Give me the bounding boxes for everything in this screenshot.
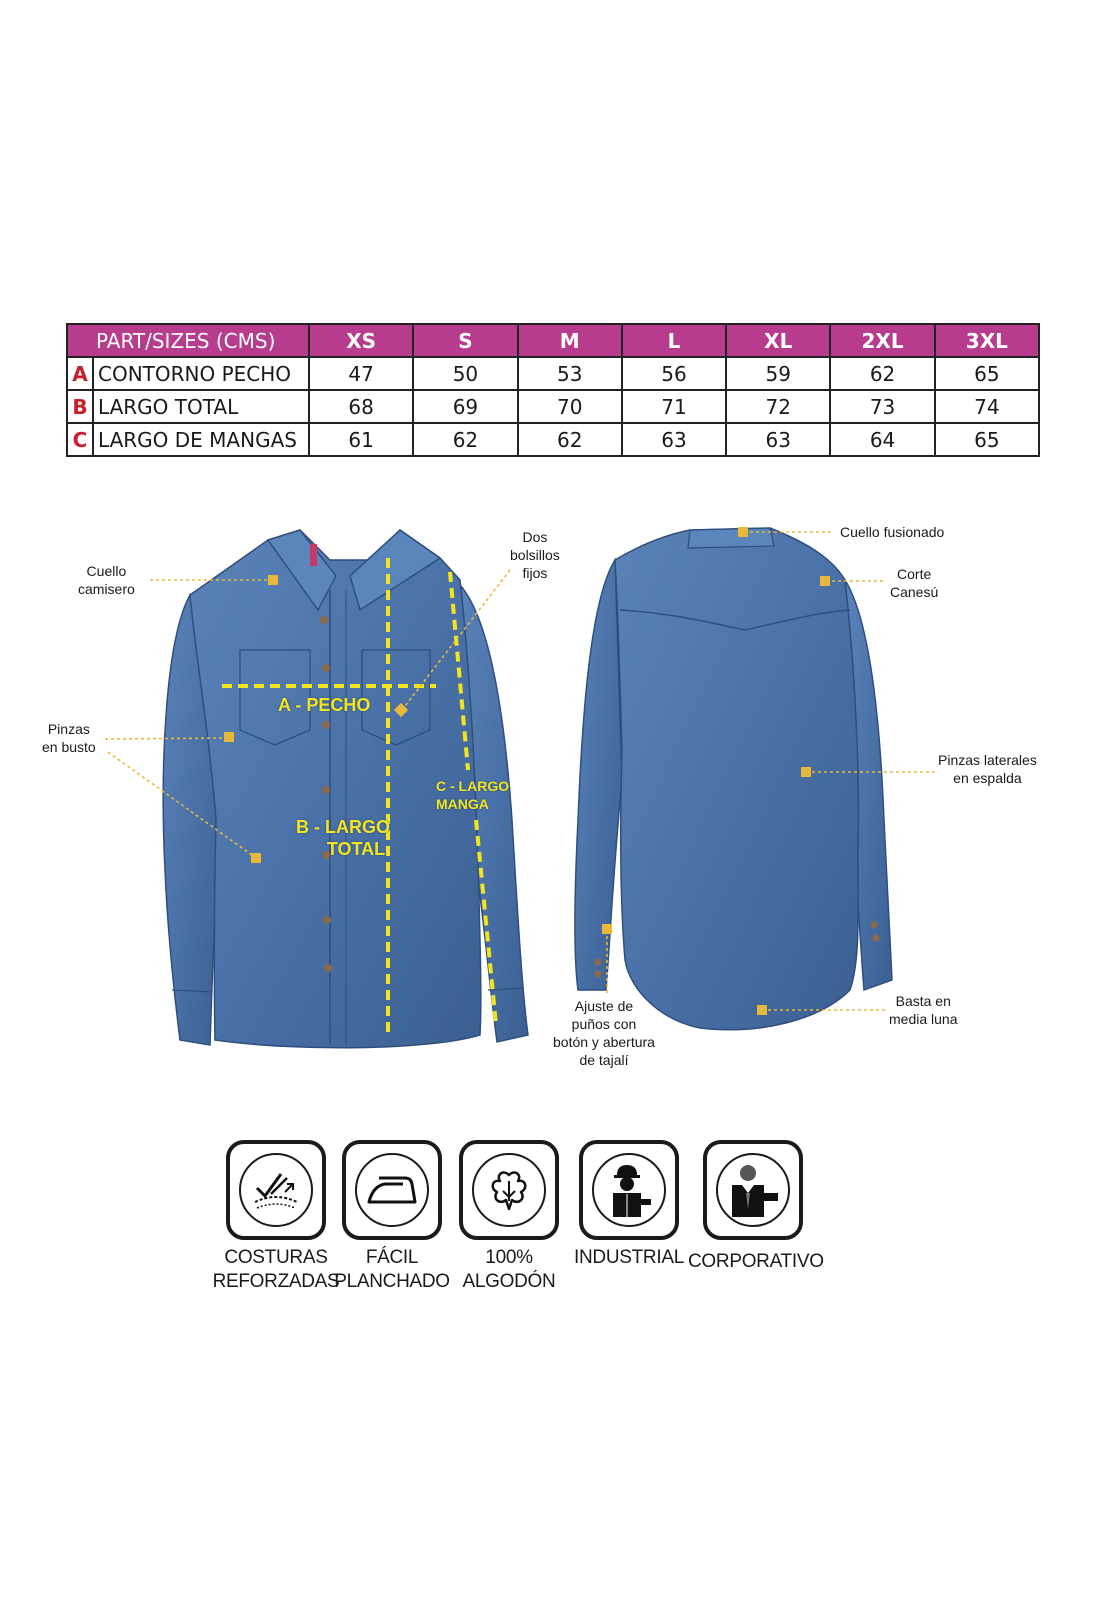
size-header: S <box>413 324 517 357</box>
industrial-worker-icon <box>605 1163 653 1217</box>
callout-text: Pinzas laterales <box>938 752 1037 768</box>
feature-industrial <box>564 1140 694 1270</box>
measure-text: B - LARGO <box>296 817 390 837</box>
feature-label <box>211 1246 341 1294</box>
feature-label-line: REFORZADAS <box>212 1271 340 1292</box>
table-cell: 62 <box>518 423 622 456</box>
callout-text: en espalda <box>953 770 1022 786</box>
row-part: LARGO DE MANGAS <box>93 423 309 456</box>
table-cell: 53 <box>518 357 622 390</box>
feature-label <box>444 1246 574 1294</box>
callout-text: de tajalí <box>579 1052 629 1068</box>
feature-facil-planchado <box>327 1140 457 1294</box>
callout-text: bolsillos <box>510 547 560 563</box>
feature-label-line: FÁCIL <box>365 1247 419 1268</box>
row-letter: B <box>67 390 93 423</box>
callout-text: Corte <box>897 566 932 582</box>
table-cell: 50 <box>413 357 517 390</box>
feature-badge <box>703 1140 803 1240</box>
callout-text: Dos <box>522 529 548 545</box>
table-row <box>67 423 1039 456</box>
table-cell: 56 <box>622 357 726 390</box>
table-cell: 65 <box>935 423 1039 456</box>
row-part: LARGO TOTAL <box>93 390 309 423</box>
row-letter: A <box>67 357 93 390</box>
measure-label-largo-total <box>296 816 390 860</box>
size-header: XS <box>309 324 413 357</box>
row-part: CONTORNO PECHO <box>93 357 309 390</box>
table-cell: 59 <box>726 357 830 390</box>
table-cell: 63 <box>726 423 830 456</box>
size-header: M <box>518 324 622 357</box>
table-cell: 65 <box>935 357 1039 390</box>
callout-pinzas-laterales <box>938 751 1037 787</box>
callout-corte-canesu <box>890 565 938 601</box>
feature-badge <box>226 1140 326 1240</box>
callout-cuello-fusionado: Cuello fusionado <box>840 524 945 540</box>
table-cell: 74 <box>935 390 1039 423</box>
feature-label-line: 100% <box>485 1247 533 1268</box>
garment-figure <box>0 520 1104 1090</box>
table-cell: 62 <box>830 357 934 390</box>
callout-text: Canesú <box>890 584 939 600</box>
table-cell: 69 <box>413 390 517 423</box>
callout-cuello-camisero <box>78 562 135 598</box>
callout-text: Cuello <box>86 563 127 579</box>
feature-label-line: CORPORATIVO <box>688 1251 824 1272</box>
feature-costuras-reforzadas <box>211 1140 341 1294</box>
table-cell: 63 <box>622 423 726 456</box>
callout-text: fijos <box>522 565 548 581</box>
feature-badge <box>579 1140 679 1240</box>
callout-text: media luna <box>889 1011 958 1027</box>
size-table <box>66 323 1040 457</box>
callout-text: Basta en <box>895 993 951 1009</box>
feature-label <box>327 1246 457 1294</box>
table-cell: 62 <box>413 423 517 456</box>
measure-label-pecho: A - PECHO <box>278 695 371 715</box>
table-cell: 61 <box>309 423 413 456</box>
table-cell: 71 <box>622 390 726 423</box>
corporate-person-icon <box>726 1163 780 1217</box>
table-cell: 68 <box>309 390 413 423</box>
size-header: 2XL <box>830 324 934 357</box>
measure-text: TOTAL <box>326 839 386 859</box>
feature-corporativo <box>688 1140 824 1274</box>
size-header: L <box>622 324 726 357</box>
callout-text: camisero <box>78 581 135 597</box>
callout-text: Ajuste de <box>574 998 634 1014</box>
feature-label-line: INDUSTRIAL <box>574 1247 684 1268</box>
row-letter: C <box>67 423 93 456</box>
measure-text: MANGA <box>436 796 489 812</box>
reinforced-seams-icon <box>251 1168 301 1212</box>
size-header: 3XL <box>935 324 1039 357</box>
feature-label-line: COSTURAS <box>224 1247 328 1268</box>
callout-text: Pinzas <box>47 721 90 737</box>
feature-label <box>564 1246 694 1270</box>
table-cell: 73 <box>830 390 934 423</box>
feature-label-line: PLANCHADO <box>334 1271 450 1292</box>
measure-text: C - LARGO <box>436 778 510 794</box>
size-header: XL <box>726 324 830 357</box>
callout-basta <box>889 992 958 1028</box>
measure-label-largo-manga <box>436 777 509 813</box>
callout-text: puños con <box>571 1016 637 1032</box>
size-table-header <box>67 324 1039 357</box>
callout-pinzas-busto <box>42 720 96 756</box>
feature-badge <box>342 1140 442 1240</box>
feature-label-line: ALGODÓN <box>462 1271 556 1292</box>
table-cell: 70 <box>518 390 622 423</box>
feature-algodon <box>444 1140 574 1294</box>
feature-label <box>688 1250 824 1274</box>
table-cell: 47 <box>309 357 413 390</box>
callout-dos-bolsillos <box>510 528 560 582</box>
header-part: PART/SIZES (CMS) <box>67 324 309 357</box>
table-row <box>67 357 1039 390</box>
cotton-icon <box>486 1167 532 1213</box>
feature-badge <box>459 1140 559 1240</box>
table-row <box>67 390 1039 423</box>
iron-icon <box>365 1172 419 1208</box>
callout-ajuste-punos <box>553 997 655 1069</box>
callout-text: en busto <box>42 739 96 755</box>
back-shirt <box>575 528 892 1030</box>
table-cell: 72 <box>726 390 830 423</box>
table-cell: 64 <box>830 423 934 456</box>
callout-text: botón y abertura <box>553 1034 655 1050</box>
